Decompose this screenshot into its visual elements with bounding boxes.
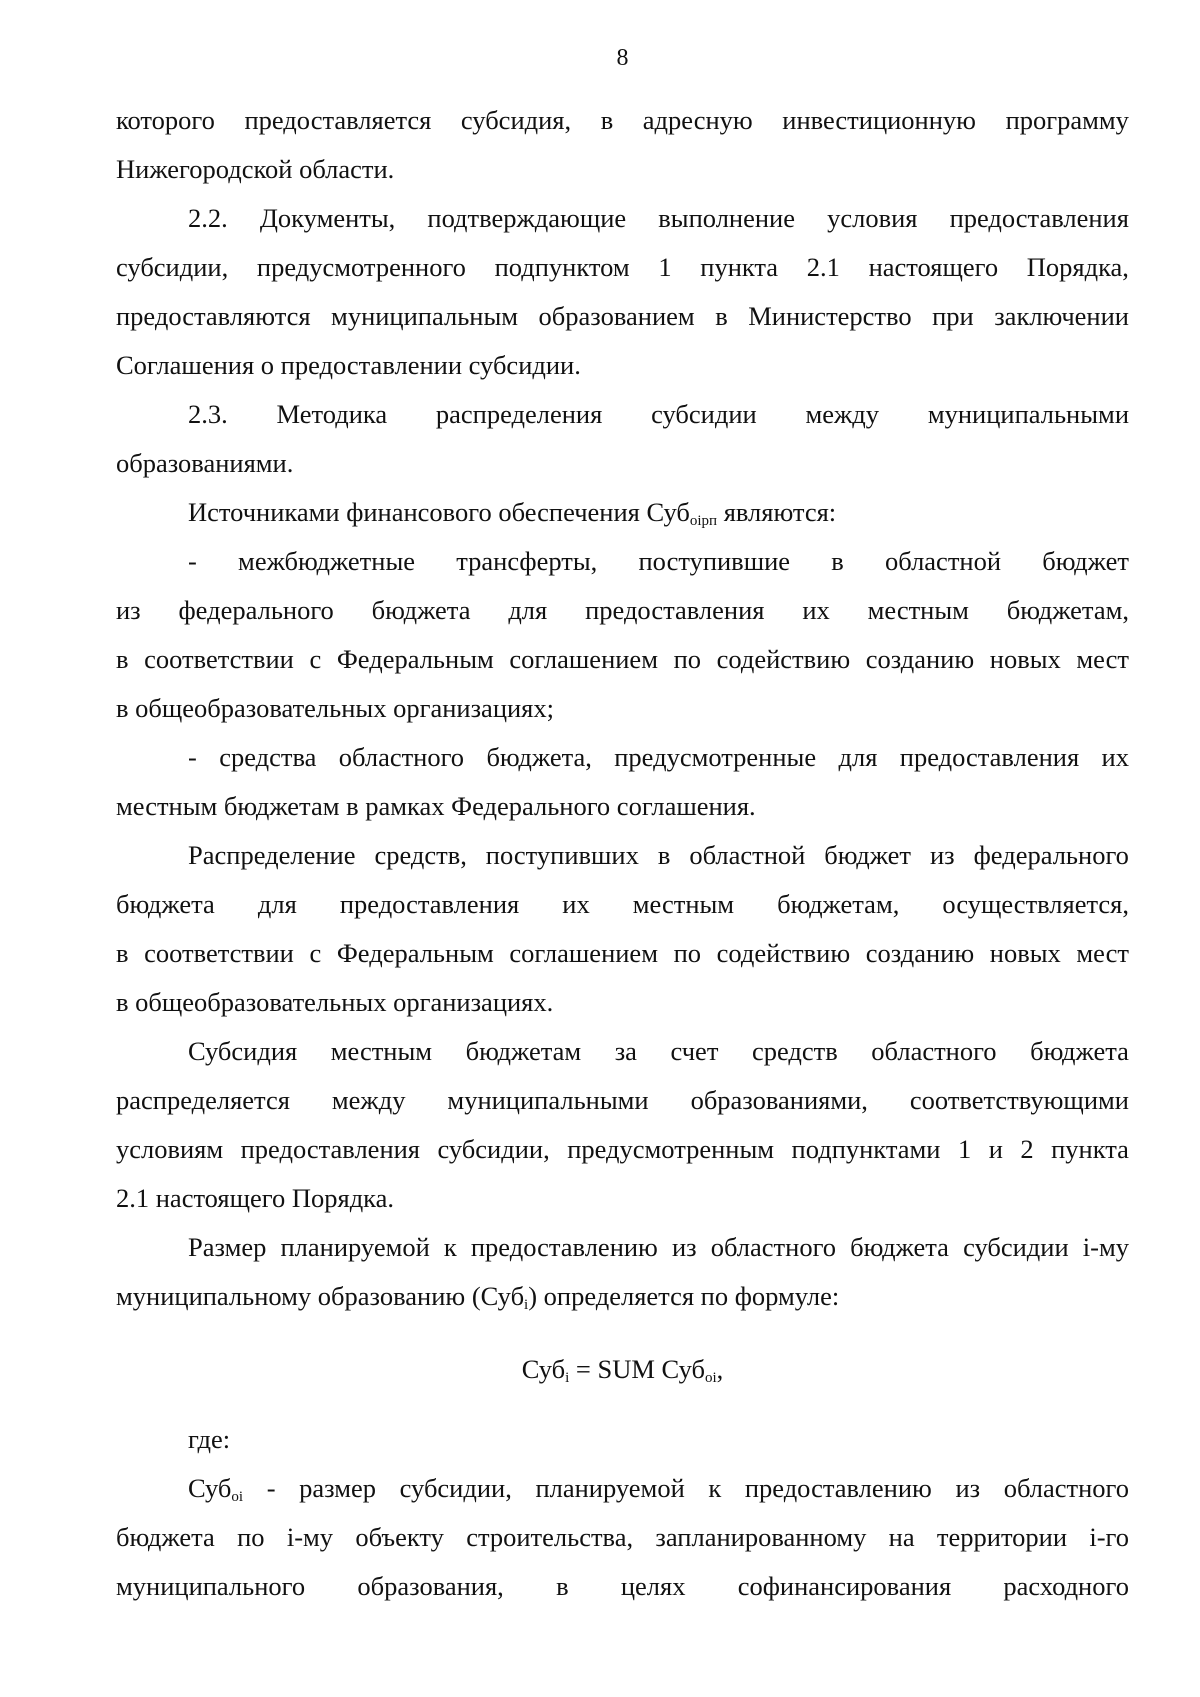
- text-word: планируемой: [535, 1473, 685, 1503]
- text-word: предоставления: [899, 742, 1080, 772]
- text-line: 2.1 настоящего Порядка.: [116, 1183, 395, 1213]
- text-line: [116, 194, 1129, 243]
- text-line: [116, 537, 1129, 586]
- text-word: и: [988, 1134, 1003, 1164]
- text-word: бюджет: [824, 840, 912, 870]
- text-word: на: [888, 1522, 915, 1552]
- text-word: для: [257, 889, 297, 919]
- text-line: [116, 1076, 1129, 1125]
- text-word: подпунктами: [791, 1134, 941, 1164]
- text-word: в: [116, 938, 129, 968]
- text-line: [116, 1464, 1129, 1513]
- text-line: образованиями.: [116, 448, 294, 478]
- text-word: Порядка,: [1026, 252, 1129, 282]
- text-word: строительства,: [466, 1522, 634, 1552]
- text-word: в: [657, 840, 671, 870]
- text-word: выполнение: [658, 203, 795, 233]
- text-line: в общеобразовательных организациях;: [116, 693, 554, 723]
- text-word: Субсидия: [188, 1036, 298, 1066]
- text-word: настоящего: [868, 252, 999, 282]
- text-line: [116, 292, 1129, 341]
- subscript: i: [524, 1297, 529, 1313]
- text-word: 2.2.: [188, 203, 228, 233]
- text-word: размер: [299, 1473, 377, 1503]
- text-line: [116, 929, 1129, 978]
- text-word: муниципальными: [927, 399, 1129, 429]
- subscript: i: [565, 1370, 570, 1386]
- text-word: в: [556, 1571, 569, 1601]
- text-word: образованием: [538, 301, 695, 331]
- text-line: [116, 1272, 1129, 1321]
- text-word: соответствии: [144, 938, 294, 968]
- text-word: муниципальными: [447, 1085, 649, 1115]
- text-line: [116, 1027, 1129, 1076]
- text-word: бюджетам: [465, 1036, 582, 1066]
- text-word: предоставления: [949, 203, 1129, 233]
- text-word: распределения: [435, 399, 603, 429]
- text-word: к: [443, 1232, 457, 1262]
- text-word: соответствии: [144, 644, 294, 674]
- text-word: подтверждающие: [427, 203, 627, 233]
- text-word: 2.1: [806, 252, 840, 282]
- text-word: областного: [710, 1232, 837, 1262]
- text-word: бюджета: [850, 1232, 949, 1262]
- formula-lhs: Суб: [521, 1354, 566, 1384]
- text-word: областного: [871, 1036, 997, 1066]
- text-word: счет: [670, 1036, 719, 1066]
- paragraph-2-3: [116, 390, 1129, 488]
- text-word: областного: [338, 742, 465, 772]
- text-word: соглашением: [509, 644, 658, 674]
- text-word: в: [715, 301, 728, 331]
- text-word: муниципального: [116, 1571, 306, 1601]
- text-word: поступившие: [638, 546, 791, 576]
- text-word: бюджета: [1030, 1036, 1129, 1066]
- text-word: субсидии,: [116, 252, 229, 282]
- text-word: из: [930, 840, 955, 870]
- text-word: i-му: [1082, 1232, 1129, 1262]
- text-word: в: [600, 105, 614, 135]
- formula: [116, 1345, 1129, 1394]
- text-word: их: [562, 889, 590, 919]
- text-span: муниципальному образованию (Суб: [116, 1281, 525, 1311]
- text-word: субсидии,: [399, 1473, 512, 1503]
- text-word: местным: [867, 595, 969, 625]
- text-word: -: [266, 1473, 276, 1503]
- text-word: объекту: [355, 1522, 444, 1552]
- text-word: между: [331, 1085, 406, 1115]
- text-word: новых: [989, 938, 1061, 968]
- text-word: 1: [957, 1134, 972, 1164]
- text-word: из: [671, 1232, 697, 1262]
- text-word: из: [955, 1473, 981, 1503]
- text-word: Министерство: [748, 301, 912, 331]
- text-word: межбюджетные: [238, 546, 416, 576]
- text-word: федерального: [973, 840, 1129, 870]
- list-item-regional-funds: [116, 733, 1129, 831]
- text-word: субсидии: [963, 1232, 1069, 1262]
- text-line: [116, 243, 1129, 292]
- text-word: предоставляются: [116, 301, 311, 331]
- text-word: областной: [885, 546, 1002, 576]
- text-word: бюджета: [371, 595, 471, 625]
- text-word: распределяется: [116, 1085, 290, 1115]
- text-word: бюджетам,: [777, 889, 900, 919]
- text-word: субсидия,: [460, 105, 572, 135]
- text-word: софинансирования: [737, 1571, 952, 1601]
- text-word: субсидии: [651, 399, 757, 429]
- paragraph-2-2: [116, 194, 1129, 390]
- text-line: [116, 1513, 1129, 1562]
- text-word: к: [708, 1473, 722, 1503]
- list-item-interbudget-transfers: [116, 537, 1129, 733]
- formula-operator: = SUM Суб: [569, 1354, 705, 1384]
- text-word: новых: [989, 644, 1061, 674]
- text-word: областного: [1003, 1473, 1129, 1503]
- text-line: [116, 635, 1129, 684]
- text-word: пункта: [700, 252, 779, 282]
- text-line: местным бюджетам в рамках Федерального соглашения.: [116, 791, 756, 821]
- text-word: предоставления: [240, 1134, 420, 1164]
- text-word: средств: [751, 1036, 838, 1066]
- where-label: где:: [188, 1424, 231, 1454]
- text-line: [116, 831, 1129, 880]
- paragraph-subsidy-distribution: [116, 1027, 1129, 1223]
- text-word: целях: [620, 1571, 686, 1601]
- text-word: трансферты,: [456, 546, 598, 576]
- text-word: предоставлению: [744, 1473, 932, 1503]
- text-word: федерального: [178, 595, 334, 625]
- paragraph-sources: [116, 488, 1129, 537]
- text-word: предоставлению: [470, 1232, 658, 1262]
- text-word: созданию: [865, 644, 975, 674]
- page-number: 8: [616, 45, 629, 71]
- text-word: из: [116, 595, 141, 625]
- text-word: адресную: [642, 105, 753, 135]
- text-word: предоставления: [339, 889, 520, 919]
- text-word: с: [309, 938, 322, 968]
- text-word: территории: [936, 1522, 1068, 1552]
- text-word: планируемой: [280, 1232, 430, 1262]
- text-word: Документы,: [259, 203, 396, 233]
- text-word: Методика: [276, 399, 388, 429]
- text-word: соответствующими: [909, 1085, 1129, 1115]
- text-word: за: [614, 1036, 637, 1066]
- text-word: при: [932, 301, 974, 331]
- text-word: мест: [1076, 644, 1129, 674]
- text-line: Соглашения о предоставлении субсидии.: [116, 350, 581, 380]
- text-word: Федеральным: [336, 938, 494, 968]
- text-line: [116, 1125, 1129, 1174]
- text-word: бюджетам,: [1006, 595, 1129, 625]
- text-word: предоставления: [585, 595, 765, 625]
- text-word: предоставляется: [244, 105, 432, 135]
- text-word: расходного: [1003, 1571, 1129, 1601]
- text-word: 2: [1020, 1134, 1034, 1164]
- text-word: 2.3.: [188, 399, 228, 429]
- text-word: по: [673, 938, 702, 968]
- subscript: оірп: [689, 513, 718, 529]
- text-word: условиям: [116, 1134, 224, 1164]
- text-span: Источниками финансового обеспечения Суб: [188, 497, 690, 527]
- paragraph-continuation: [116, 96, 1129, 194]
- text-word: для: [508, 595, 548, 625]
- text-word: средств,: [374, 840, 467, 870]
- text-word: i-го: [1089, 1522, 1129, 1552]
- text-word: по: [237, 1522, 265, 1552]
- text-word: в: [831, 546, 844, 576]
- text-word: пункта: [1051, 1134, 1129, 1164]
- text-word: в: [116, 644, 129, 674]
- text-word: содействию: [716, 644, 851, 674]
- text-line: [116, 1223, 1129, 1272]
- text-word: -: [188, 546, 197, 576]
- text-word: осуществляется,: [942, 889, 1129, 919]
- text-word: предусмотренного: [256, 252, 466, 282]
- text-word: их: [802, 595, 830, 625]
- text-word: муниципальным: [331, 301, 519, 331]
- text-word: Распределение: [188, 840, 356, 870]
- text-word: i-му: [286, 1522, 334, 1552]
- text-word: -: [188, 742, 197, 772]
- text-word: субсидии,: [437, 1134, 550, 1164]
- text-word: образованиями,: [690, 1085, 868, 1115]
- text-line: [116, 390, 1129, 439]
- text-word: соглашением: [509, 938, 658, 968]
- text-word: предусмотренные: [614, 742, 817, 772]
- text-word: заключении: [994, 301, 1129, 331]
- text-word: программу: [1005, 105, 1129, 135]
- text-word: мест: [1076, 938, 1129, 968]
- text-line: в общеобразовательных организациях.: [116, 987, 554, 1017]
- document-body: [116, 96, 1129, 1611]
- text-word: их: [1101, 742, 1129, 772]
- text-word: образования,: [357, 1571, 504, 1601]
- text-word: для: [838, 742, 878, 772]
- text-span: являются:: [717, 497, 837, 527]
- text-word: 1: [658, 252, 672, 282]
- text-word: местным: [330, 1036, 433, 1066]
- text-word: содействию: [716, 938, 851, 968]
- text-span: ) определяется по формуле:: [528, 1281, 840, 1311]
- text-word: которого: [116, 105, 215, 135]
- text-word: областной: [689, 840, 806, 870]
- text-word: предусмотренным: [567, 1134, 775, 1164]
- subscript: oi: [704, 1370, 717, 1386]
- formula-tail: ,: [716, 1354, 724, 1384]
- text-word: бюджета,: [486, 742, 592, 772]
- paragraph-definition: [116, 1464, 1129, 1611]
- text-word: средства: [219, 742, 317, 772]
- text-word: бюджета: [116, 1522, 215, 1552]
- text-word: Размер: [188, 1232, 267, 1262]
- paragraph-distribution: [116, 831, 1129, 1027]
- text-line: [116, 733, 1129, 782]
- text-word: бюджет: [1042, 546, 1129, 576]
- text-word: инвестиционную: [782, 105, 976, 135]
- text-line: [116, 1562, 1129, 1611]
- text-word: условия: [827, 203, 918, 233]
- text-line: [116, 880, 1129, 929]
- paragraph-subsidy-size: [116, 1223, 1129, 1321]
- text-line: Нижегородской области.: [116, 154, 395, 184]
- text-word: между: [805, 399, 880, 429]
- text-word: местным: [632, 889, 735, 919]
- text-word: созданию: [865, 938, 975, 968]
- text-line: [116, 96, 1129, 145]
- text-word: с: [309, 644, 322, 674]
- text-word: Федеральным: [336, 644, 494, 674]
- text-word: бюджета: [116, 889, 215, 919]
- text-word: по: [673, 644, 702, 674]
- text-word: запланированному: [655, 1522, 867, 1552]
- text-word: подпунктом: [494, 252, 630, 282]
- text-line: [116, 586, 1129, 635]
- text-word: поступивших: [485, 840, 639, 870]
- text-word: Суб$_{oi}$: [188, 1473, 244, 1505]
